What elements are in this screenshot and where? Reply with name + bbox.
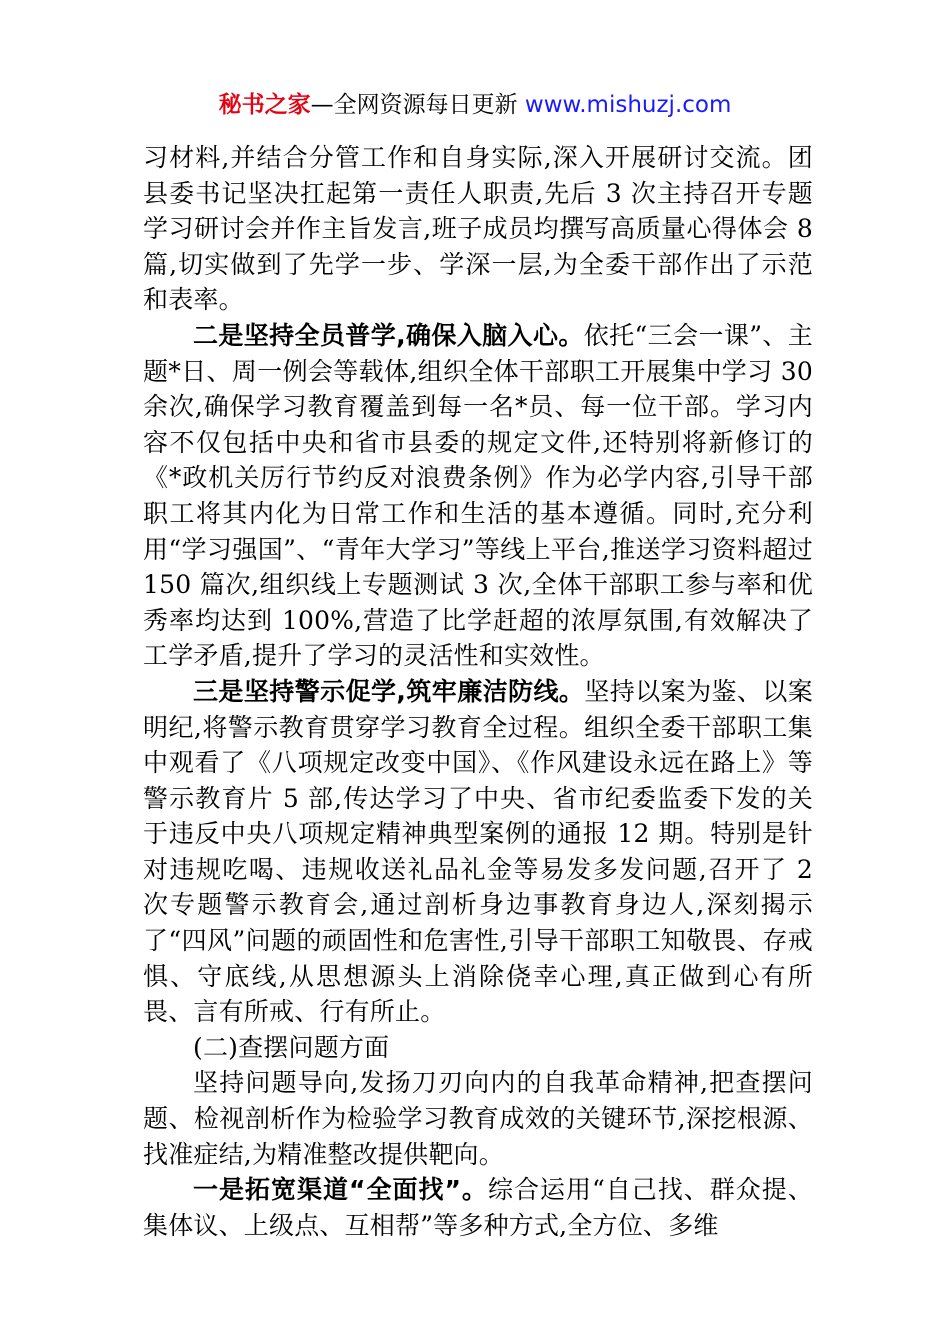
brand-name: 秘书之家 xyxy=(218,92,311,118)
page-header xyxy=(0,88,950,122)
header-tagline: —全网资源每日更新 xyxy=(310,92,525,118)
paragraph-point-two xyxy=(143,318,813,674)
site-url-link[interactable]: www.mishuzj.com xyxy=(524,92,732,118)
paragraph-text: 坚持以案为鉴、以案明纪,将警示教育贯穿学习教育全过程。组织全委干部职工集中观看了《八项规定改变中国》、《作风建设永远在路上》等警示教育片 5 部,传达学习了中央、省市纪委监委下发的关于违反中央八项规定精神典型案例的通报 12 期。特别是针对违规吃喝、违规收送礼品礼金等易发多发问题,召开了 2 次专题警示教育会,通过剖析身边事教育身边人,深刻揭示了“四风”问题的顽固性和危害性,引导干部职工知敬畏、存戒惧、守底线,从思想源头上消除侥幸心理,真正做到心有所畏、言有所戒、行有所止。 xyxy=(143,676,813,1027)
section-heading-text: (二)查摆问题方面 xyxy=(193,1032,390,1062)
paragraph-point-three xyxy=(143,674,813,1030)
document-body xyxy=(143,140,813,1243)
paragraph-lead: 一是拓宽渠道“全面找”。 xyxy=(193,1175,488,1205)
paragraph-text: 习材料,并结合分管工作和自身实际,深入开展研讨交流。团县委书记坚决扛起第一责任人职责,先后 3 次主持召开专题学习研讨会并作主旨发言,班子成员均撰写高质量心得体会 8 篇,切实做到了先学一步、学深一层,为全委干部作出了示范和表率。 xyxy=(143,143,813,315)
paragraph-text: 依托“三会一课”、主题*日、周一例会等载体,组织全体干部职工开展集中学习 30 余次,确保学习教育覆盖到每一名*员、每一位干部。学习内容不仅包括中央和省市县委的规定文件,还特别将新修订的《*政机关厉行节约反对浪费条例》作为必学内容,引导干部职工将其内化为日常工作和生活的基本遵循。同时,充分利用“学习强国”、“青年大学习”等线上平台,推送学习资料超过 150 篇次,组织线上专题测试 3 次,全体干部职工参与率和优秀率均达到 100%,营造了比学赶超的浓厚氛围,有效解决了工学矛盾,提升了学习的灵活性和实效性。 xyxy=(143,320,814,671)
paragraph-lead: 二是坚持全员普学,确保入脑入心。 xyxy=(193,320,584,350)
paragraph-point-one xyxy=(143,1172,813,1243)
paragraph-text: 综合运用“自己找、群众提、集体议、上级点、互相帮”等多种方式,全方位、多维 xyxy=(143,1175,813,1240)
paragraph-text: 坚持问题导向,发扬刀刃向内的自我革命精神,把查摆问题、检视剖析作为检验学习教育成效的关键环节,深挖根源、找准症结,为精准整改提供靶向。 xyxy=(143,1068,813,1169)
paragraph-continued xyxy=(143,140,813,318)
paragraph-intro xyxy=(143,1065,813,1172)
paragraph-lead: 三是坚持警示促学,筑牢廉洁防线。 xyxy=(193,676,585,706)
section-heading xyxy=(143,1030,813,1066)
